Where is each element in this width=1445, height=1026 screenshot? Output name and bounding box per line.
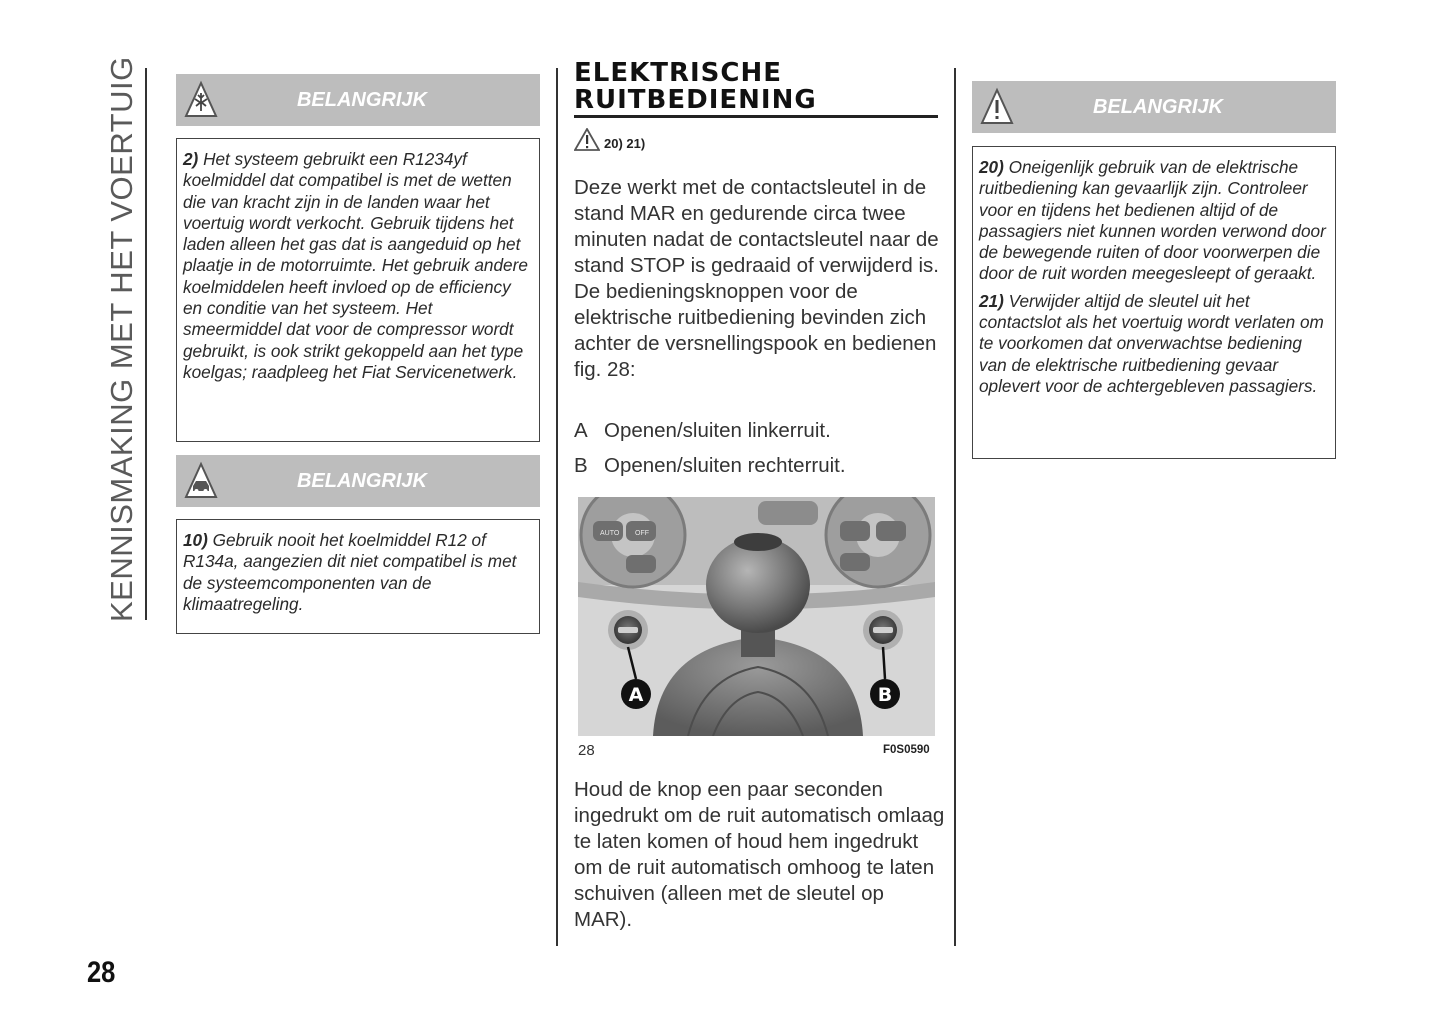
- section-title: [574, 60, 938, 114]
- reference-numbers: 20) 21): [604, 136, 646, 151]
- figure-code: F0S0590: [883, 744, 930, 756]
- warning-header-3: [972, 81, 1336, 133]
- paragraph: Houd de knop een paar seconden ingedrukt om de ruit automatisch omlaag te laten komen of houd hem ingedrukt om de ruit automatisch omhoog te laten schuiven (alleen met de sleutel op MAR).: [574, 778, 945, 931]
- chapter-side-title: KENNISMAKING MET HET VOERTUIG: [104, 56, 139, 622]
- warning-header-label: BELANGRIJK: [1092, 96, 1223, 118]
- section-title-line-1: ELEKTRISCHE: [574, 58, 782, 88]
- title-underline: [574, 115, 938, 118]
- column-divider-right: [954, 68, 956, 946]
- console-illustration: [578, 497, 935, 736]
- note-item: [979, 291, 1329, 397]
- note-ref: 20): [979, 157, 1004, 177]
- paragraph: De bedieningsknoppen voor de elektrische ruitbediening bevinden zich achter de versnellingspook en bedienen fig. 28:: [574, 280, 937, 381]
- auto-button-label: AUTO: [600, 530, 620, 537]
- note-item: [979, 157, 1329, 285]
- warning-header-2: [176, 455, 540, 507]
- list-item-key: B: [574, 454, 588, 477]
- note-ref: 10): [183, 530, 208, 550]
- body-text-top: [574, 175, 946, 383]
- list-item: [574, 454, 846, 478]
- warning-note-box-1: [176, 138, 540, 442]
- warning-header-label: BELANGRIJK: [296, 470, 427, 492]
- page-number: 28: [87, 956, 116, 989]
- note-text: Verwijder altijd de sleutel uit het contactslot als het voertuig wordt verlaten om te voorkomen dat onverwachtse bediening van de elektrische ruitbediening gevaar oplevert voor de achtergebleven passagiers.: [979, 290, 1324, 396]
- list-item-key: A: [574, 419, 588, 442]
- warning-note-box-2: [176, 519, 540, 634]
- list-item-text: Openen/sluiten rechterruit.: [604, 454, 846, 477]
- note-text: Oneigenlijk gebruik van de elektrische ruitbediening kan gevaarlijk zijn. Controleer voor en tijdens het bedienen altijd of de passagiers niet kunnen worden verwond door de bewegende ruiten of door voorwerpen die door de ruit worden meegesleept of geraakt.: [979, 157, 1326, 284]
- column-divider-left: [556, 68, 558, 946]
- list-item-text: Openen/sluiten linkerruit.: [604, 419, 831, 442]
- note-text: Het systeem gebruikt een R1234yf koelmiddel dat compatibel is met de wetten die van kracht zijn in de landen waar het voertuig wordt verkocht. Gebruik tijdens het laden alleen het gas dat is aangeduid op het plaatje in de motorruimte. Het gebruik andere koelmiddelen heeft invloed op de efficiency en conditie van het systeem. Het smeermiddel dat voor de compressor wordt gebruikt, is ook strikt gekoppeld aan het type koelgas; raadpleeg het Fiat Servicenetwerk.: [183, 149, 528, 382]
- figure-gear-lever-window-switches: [578, 497, 935, 736]
- figure-label-b: B: [877, 684, 893, 706]
- side-divider: [145, 68, 147, 620]
- exclamation-warning-icon: [574, 128, 600, 152]
- warning-note-box-3: [972, 146, 1336, 459]
- section-title-line-2: RUITBEDIENING: [574, 85, 817, 115]
- note-ref: 21): [979, 290, 1004, 311]
- figure-number: 28: [578, 742, 595, 759]
- paragraph: Deze werkt met de contactsleutel in de stand MAR en gedurende circa twee minuten nadat de contactsleutel naar de stand STOP is gedraaid of verwijderd is.: [574, 176, 940, 277]
- body-text-bottom: [574, 777, 946, 933]
- list-item: [574, 419, 831, 443]
- figure-label-a: A: [628, 684, 644, 706]
- warning-header-label: BELANGRIJK: [296, 89, 427, 111]
- note-ref: 2): [183, 149, 199, 169]
- note-text: Gebruik nooit het koelmiddel R12 of R134a, aangezien dit niet compatibel is met de systeemcomponenten van de klimaatregeling.: [183, 530, 517, 614]
- off-button-label: OFF: [635, 530, 649, 537]
- warning-header-1: [176, 74, 540, 126]
